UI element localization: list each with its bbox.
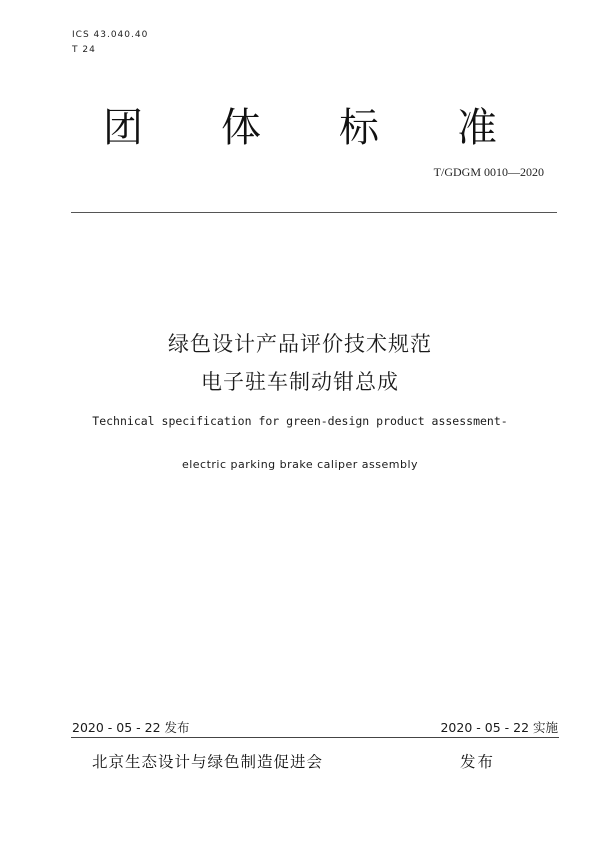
english-title-line-2: electric parking brake caliper assembly bbox=[181, 458, 419, 471]
standard-number: T/GDGM 0010—2020 bbox=[433, 165, 544, 179]
publisher-name: 北京生态设计与绿色制造促进会 bbox=[92, 753, 324, 771]
bottom-divider bbox=[71, 737, 559, 738]
chinese-title-line-1: 绿色设计产品评价技术规范 bbox=[168, 332, 432, 356]
top-divider bbox=[71, 212, 557, 213]
chinese-title-line-2: 电子驻车制动钳总成 bbox=[201, 370, 399, 394]
implementation-date: 2020 - 05 - 22 实施 bbox=[440, 720, 558, 735]
publish-label: 发布 bbox=[460, 753, 496, 771]
issue-date: 2020 - 05 - 22 发布 bbox=[72, 720, 190, 735]
english-title-line-1: Technical specification for green-design product assessment- bbox=[92, 414, 508, 428]
document-type-heading: 团体标准 bbox=[103, 105, 575, 151]
ics-code: ICS 43.040.40 bbox=[72, 30, 149, 40]
classification-code: T 24 bbox=[72, 45, 96, 55]
